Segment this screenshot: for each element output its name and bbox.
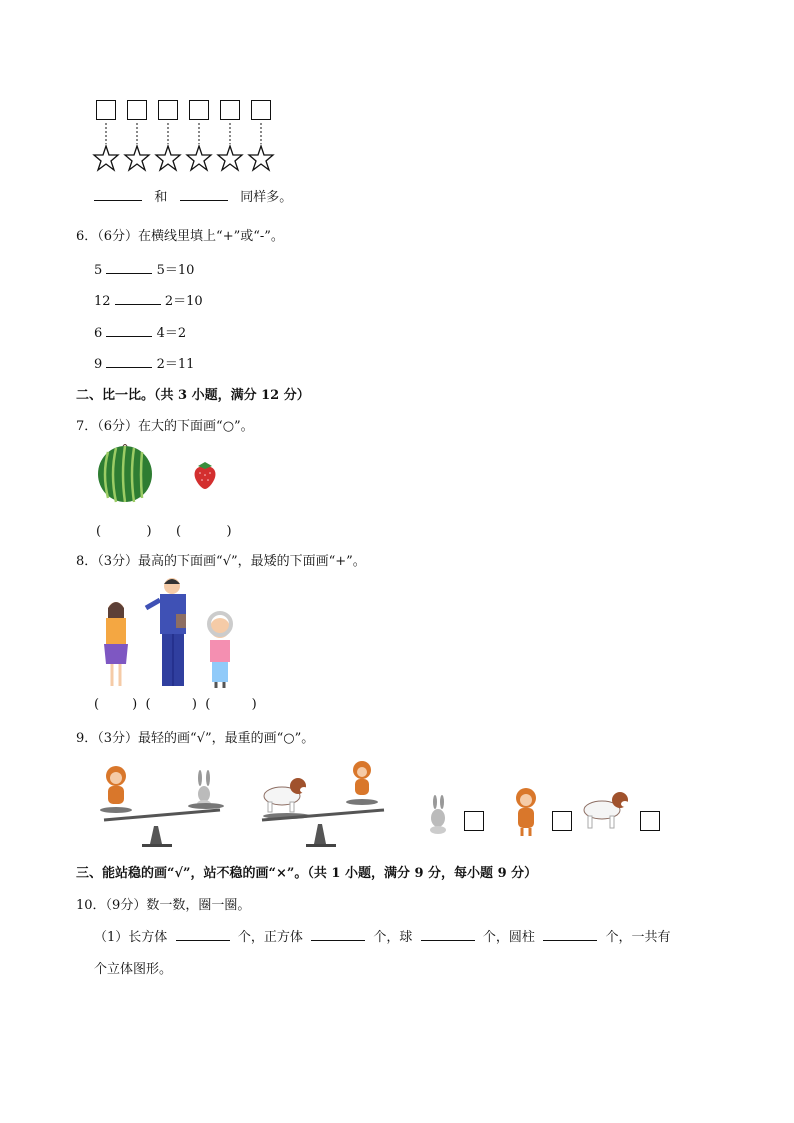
man-figure [146, 578, 186, 686]
dog-answer-box[interactable] [640, 811, 660, 831]
q8-parens[interactable]: ( ) ( ) ( ) [94, 697, 257, 712]
rabbit-answer-box[interactable] [464, 811, 484, 831]
cuboid-count-blank[interactable] [176, 928, 230, 941]
q6-row: 9 2＝11 [94, 357, 195, 372]
sphere-count-blank[interactable] [421, 928, 475, 941]
q6-row: 12 2＝10 [94, 294, 203, 309]
q6-row: 6 4＝2 [94, 326, 187, 341]
answer-monkey-icon [516, 788, 536, 836]
section-3-title: 三、能站稳的画“√”，站不稳的画“×”。（共 1 小题，满分 9 分，每小题 9 分） [76, 866, 538, 881]
answer-blank[interactable] [94, 188, 142, 201]
answer-blank[interactable] [106, 355, 152, 368]
answer-square[interactable] [96, 100, 116, 120]
grandma-figure [209, 613, 231, 688]
answer-blank[interactable] [106, 324, 152, 337]
girl-figure [104, 602, 128, 686]
answer-square[interactable] [158, 100, 178, 120]
star-icon [94, 146, 273, 170]
same-text: 同样多。 [240, 190, 293, 205]
answer-square[interactable] [251, 100, 271, 120]
section-2-title: 二、比一比。（共 3 小题，满分 12 分） [76, 388, 310, 403]
q7-paren-2[interactable]: ( ) [176, 524, 232, 539]
q7-paren-1[interactable]: ( ) [96, 524, 152, 539]
q8-title: 8．（3分）最高的下面画“√”，最矮的下面画“+”。 [76, 554, 366, 569]
answer-blank[interactable] [106, 261, 152, 274]
answer-square[interactable] [189, 100, 209, 120]
scale-1 [100, 766, 224, 847]
monkey-answer-box[interactable] [552, 811, 572, 831]
cylinder-count-blank[interactable] [543, 928, 597, 941]
people-figures-illustration [92, 574, 252, 694]
answer-blank[interactable] [180, 188, 228, 201]
answer-square[interactable] [127, 100, 147, 120]
q5-answer-line [94, 186, 292, 205]
q6-row: 5 5＝10 [94, 263, 195, 278]
watermelon-icon [96, 444, 156, 504]
q9-title: 9．（3分）最轻的画“√”，最重的画“○”。 [76, 731, 315, 746]
answer-dog-icon [584, 792, 629, 828]
answer-blank[interactable] [115, 292, 161, 305]
strawberry-icon [192, 460, 218, 490]
cube-count-blank[interactable] [311, 928, 365, 941]
q5-stars-with-dashes [90, 120, 290, 172]
q7-title: 7．（6分）在大的下面画“○”。 [76, 419, 254, 434]
scale-2 [262, 761, 384, 847]
q10-title: 10．（9分）数一数，圈一圈。 [76, 898, 251, 913]
answer-square[interactable] [220, 100, 240, 120]
balance-scales-illustration [92, 754, 692, 850]
q10-part1: （1）长方体 个，正方体 个，球 个，圆柱 个，一共有 [94, 930, 671, 945]
q10-part1-line2: 个立体图形。 [94, 962, 173, 977]
answer-rabbit-icon [430, 795, 446, 834]
and-text: 和 [154, 190, 168, 205]
q6-title: 6．（6分）在横线里填上“+”或“-”。 [76, 229, 284, 244]
